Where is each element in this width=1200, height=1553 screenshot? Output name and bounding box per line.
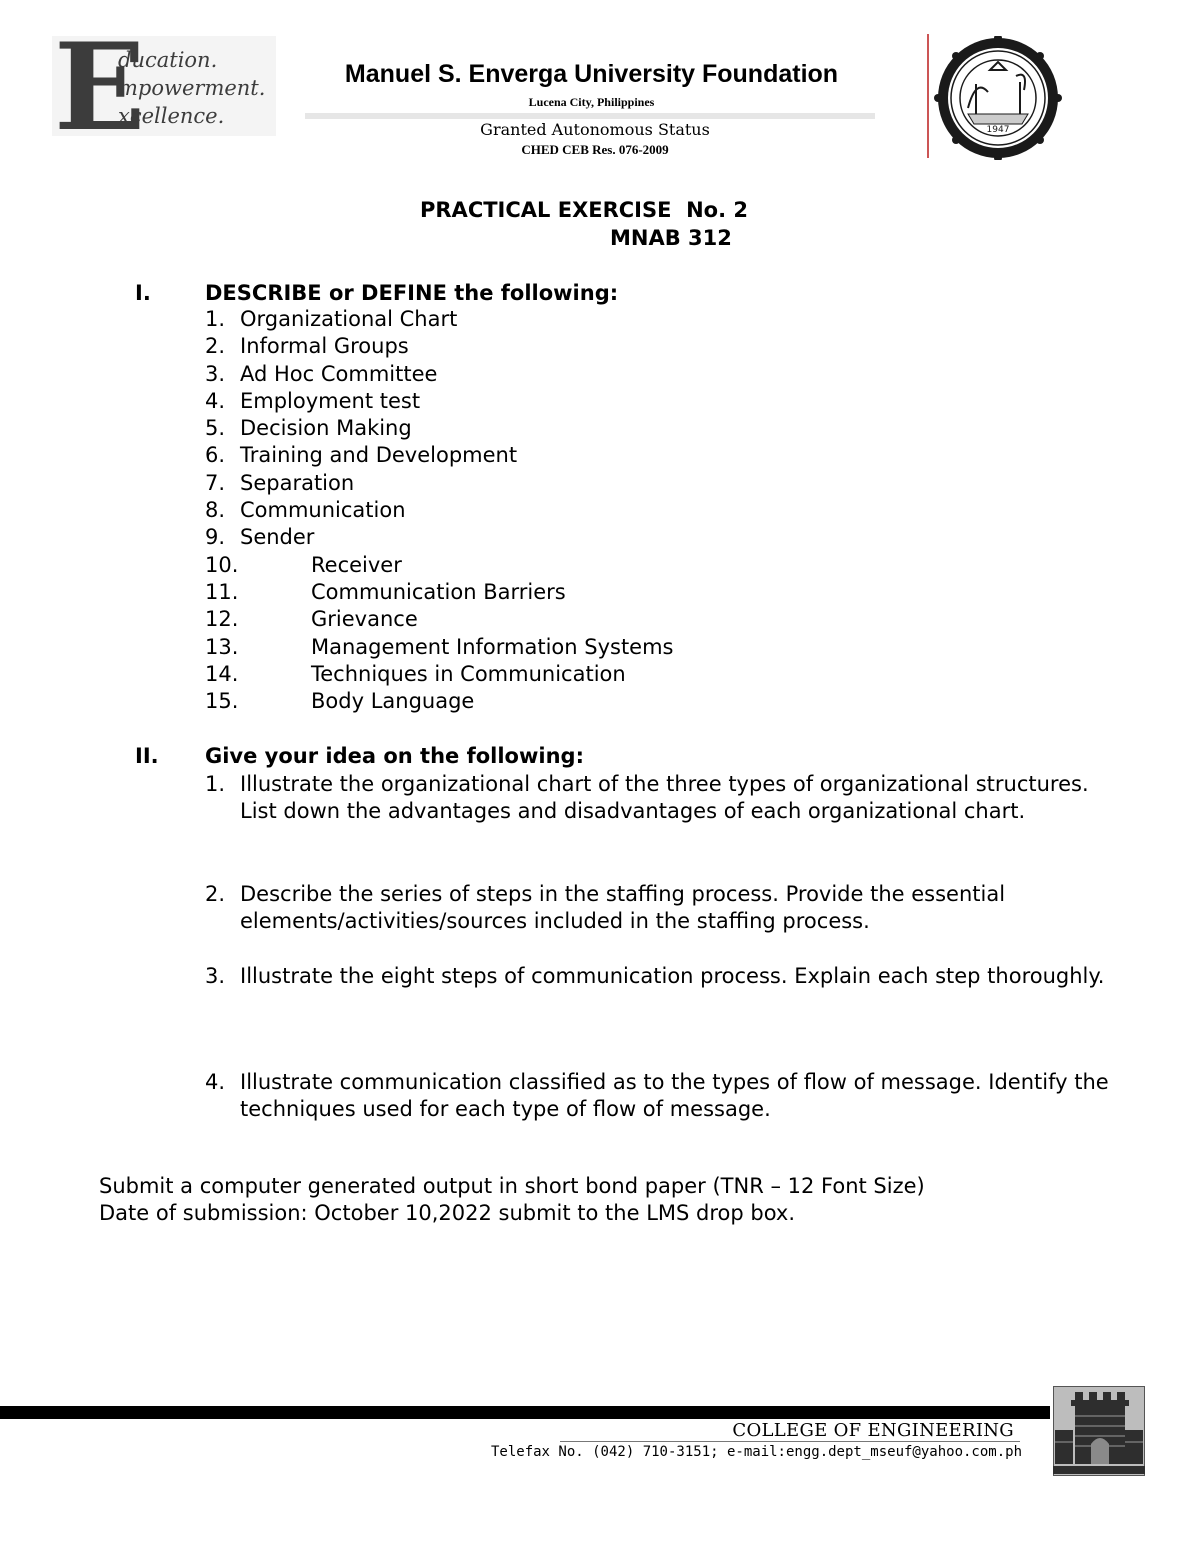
submission-date: Date of submission: October 10,2022 submit to the LMS drop box. — [99, 1201, 796, 1225]
engineering-castle-icon — [1053, 1386, 1145, 1476]
list-item — [205, 606, 674, 633]
section-2-number: II. — [135, 744, 159, 768]
item-number: 6. — [205, 443, 226, 468]
exercise-title: PRACTICAL EXERCISE No. 2 — [420, 198, 748, 222]
list-item — [205, 524, 674, 551]
list-item — [205, 497, 674, 524]
footer-bar — [0, 1406, 1050, 1419]
list-item — [205, 634, 674, 661]
list-item — [205, 470, 674, 497]
item-text: Illustrate the eight steps of communication process. Explain each step thoroughly. — [240, 964, 1105, 988]
item-text: Communication Barriers — [311, 579, 566, 604]
item-number: 4. — [205, 1070, 226, 1094]
item-number: 10. — [205, 552, 239, 577]
item-text: Sender — [240, 525, 315, 550]
section-1-number: I. — [135, 281, 151, 305]
logo-word-education: ducation. — [118, 48, 218, 72]
logo-letter: E — [54, 17, 146, 158]
list-item — [205, 306, 674, 333]
item-number: 2. — [205, 334, 226, 359]
item-text: Grievance — [311, 607, 418, 632]
list-item — [205, 661, 674, 688]
item-text: Management Information Systems — [311, 634, 674, 659]
college-contact: Telefax No. (042) 710-3151; e-mail:engg.dept_mseuf@yahoo.com.ph — [490, 1444, 1022, 1460]
item-text: Ad Hoc Committee — [240, 361, 438, 386]
header-divider — [305, 113, 875, 119]
item-number: 5. — [205, 416, 226, 441]
item-number: 15. — [205, 689, 239, 714]
definition-list — [205, 306, 674, 715]
header-vertical-rule — [927, 34, 929, 158]
item-text: Informal Groups — [240, 334, 409, 359]
item-text: Decision Making — [240, 416, 412, 441]
item-text: Separation — [240, 470, 355, 495]
list-item — [205, 388, 674, 415]
item-number: 8. — [205, 498, 226, 523]
item-text: Illustrate communication classified as to the types of flow of message. Identify the techniques used for each type of flow of message. — [240, 1070, 1109, 1122]
college-name: COLLEGE OF ENGINEERING — [732, 1420, 1014, 1441]
item-text: Communication — [240, 498, 406, 523]
item-text: Organizational Chart — [240, 307, 458, 331]
item-number: 14. — [205, 661, 239, 686]
logo-word-excellence: xcellence. — [118, 104, 225, 128]
autonomous-status: Granted Autonomous Status — [480, 120, 710, 139]
footer-divider — [560, 1441, 1020, 1442]
item-text: Illustrate the organizational chart of the three types of organizational structures. List down the advantages and disadvantages of each organizational chart. — [240, 772, 1089, 824]
university-name: Manuel S. Enverga University Foundation — [344, 60, 839, 88]
seal-year: 1947 — [986, 125, 1010, 135]
course-code: MNAB 312 — [610, 226, 732, 250]
item-number: 1. — [205, 772, 226, 796]
item-text: Receiver — [311, 552, 402, 577]
item-number: 13. — [205, 634, 239, 659]
item-text: Body Language — [311, 689, 475, 714]
list-item — [205, 442, 674, 469]
list-item — [205, 688, 674, 715]
item-text: Employment test — [240, 388, 421, 413]
logo-word-empowerment: mpowerment. — [118, 76, 266, 100]
item-number: 7. — [205, 470, 226, 495]
item-number: 4. — [205, 388, 226, 413]
item-number: 9. — [205, 525, 226, 550]
ched-resolution: CHED CEB Res. 076-2009 — [521, 142, 669, 157]
submission-instruction: Submit a computer generated output in short bond paper (TNR – 12 Font Size) — [99, 1174, 925, 1198]
item-number: 3. — [205, 964, 226, 988]
section-2-heading: Give your idea on the following: — [205, 744, 584, 768]
item-text: Techniques in Communication — [311, 661, 626, 686]
list-item — [205, 415, 674, 442]
list-item — [205, 333, 674, 360]
list-item — [205, 361, 674, 388]
item-number: 2. — [205, 882, 226, 906]
item-number: 12. — [205, 607, 239, 632]
tagline-logo — [52, 17, 276, 158]
section-1-heading: DESCRIBE or DEFINE the following: — [205, 281, 619, 305]
item-number: 11. — [205, 579, 239, 604]
list-item — [205, 579, 674, 606]
item-text: Describe the series of steps in the staffing process. Provide the essential elements/activities/sources included in the staffing process. — [240, 882, 1006, 934]
university-city: Lucena City, Philippines — [528, 95, 655, 109]
item-number: 3. — [205, 361, 226, 386]
item-text: Training and Development — [240, 443, 518, 468]
item-number: 1. — [205, 307, 226, 331]
list-item — [205, 552, 674, 579]
university-seal-icon — [932, 36, 1064, 160]
